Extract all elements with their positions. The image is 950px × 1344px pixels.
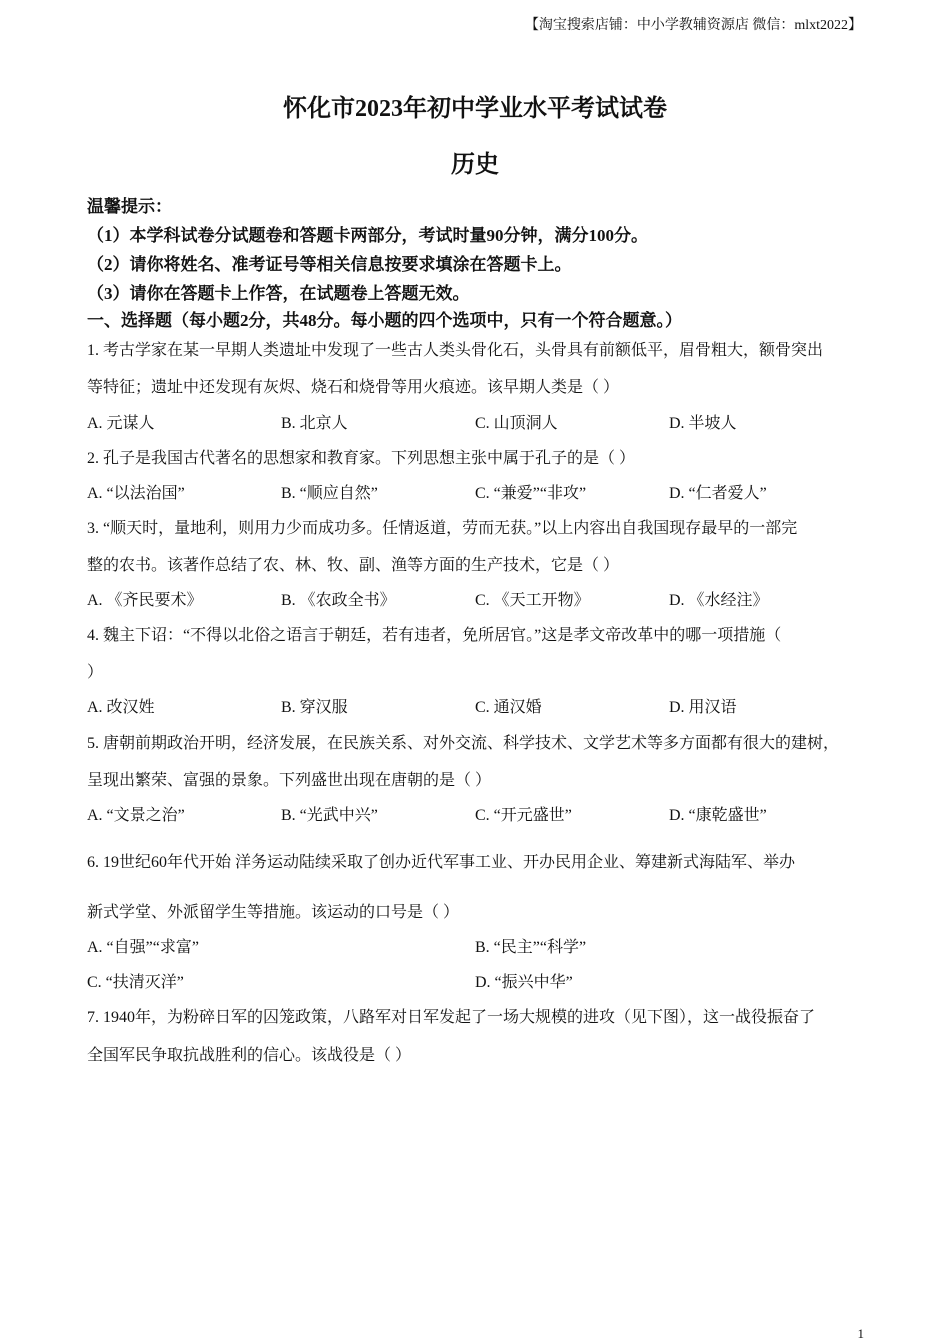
tip-item: （3）请你在答题卡上作答，在试题卷上答题无效。 (87, 284, 470, 303)
q5-option-b: B. “光武中兴” (281, 807, 378, 824)
tips-block (87, 192, 648, 308)
section-heading: 一、选择题（每小题2分，共48分。每小题的四个选项中，只有一个符合题意。） (87, 311, 682, 330)
q4-option-b: B. 穿汉服 (281, 699, 348, 716)
tip-item: （2）请你将姓名、准考证号等相关信息按要求填涂在答题卡上。 (87, 255, 572, 274)
q1-option-d: D. 半坡人 (669, 415, 737, 432)
question-2-line-1: 2. 孔子是我国古代著名的思想家和教育家。下列思想主张中属于孔子的是（ ） (87, 450, 636, 467)
q3-option-d: D. 《水经注》 (669, 592, 769, 609)
q6-option-c: C. “扶清灭洋” (87, 974, 184, 991)
question-4-line-2: ） (87, 664, 104, 681)
q1-option-a: A. 元谋人 (87, 415, 155, 432)
question-3-line-2: 整的农书。该著作总结了农、林、牧、副、渔等方面的生产技术，它是（ ） (87, 557, 620, 574)
q5-option-a: A. “文景之治” (87, 807, 185, 824)
q4-option-a: A. 改汉姓 (87, 699, 155, 716)
question-6-line-2: 新式学堂、外派留学生等措施。该运动的口号是（ ） (87, 904, 460, 921)
q6-option-b: B. “民主”“科学” (475, 939, 587, 956)
question-7-line-2: 全国军民争取抗战胜利的信心。该战役是（ ） (87, 1047, 412, 1064)
q6-option-a: A. “自强”“求富” (87, 939, 199, 956)
q1-option-b: B. 北京人 (281, 415, 348, 432)
q2-option-a: A. “以法治国” (87, 485, 185, 502)
tips-heading: 温馨提示： (87, 197, 172, 216)
q5-option-d: D. “康乾盛世” (669, 807, 767, 824)
page-number: 1 (857, 1326, 864, 1341)
q2-option-d: D. “仁者爱人” (669, 485, 767, 502)
subject-title: 历史 (451, 152, 499, 178)
q1-option-c: C. 山顶洞人 (475, 415, 558, 432)
q6-option-d: D. “振兴中华” (475, 974, 573, 991)
question-1-line-1: 1. 考古学家在某一早期人类遗址中发现了一些古人类头骨化石，头骨具有前额低平，眉骨粗大，额骨突出 (87, 342, 824, 359)
q3-option-a: A. 《齐民要术》 (87, 592, 203, 609)
question-4-line-1: 4. 魏主下诏：“不得以北俗之语言于朝廷，若有违者，免所居官。”这是孝文帝改革中的哪一项措施（ (87, 627, 782, 644)
question-5-line-1: 5. 唐朝前期政治开明，经济发展，在民族关系、对外交流、科学技术、文学艺术等多方面都有很大的建树， (87, 735, 840, 752)
question-5-line-2: 呈现出繁荣、富强的景象。下列盛世出现在唐朝的是（ ） (87, 772, 492, 789)
q2-option-c: C. “兼爱”“非攻” (475, 485, 587, 502)
q3-option-c: C. 《天工开物》 (475, 592, 590, 609)
header-note: 【淘宝搜索店铺：中小学教辅资源店 微信：mlxt2022】 (524, 18, 862, 33)
q2-option-b: B. “顺应自然” (281, 485, 378, 502)
question-7-line-1: 7. 1940年，为粉碎日军的囚笼政策，八路军对日军发起了一场大规模的进攻（见下图），这一战役振奋了 (87, 1009, 816, 1026)
q4-option-d: D. 用汉语 (669, 699, 737, 716)
question-1-line-2: 等特征；遗址中还发现有灰烬、烧石和烧骨等用火痕迹。该早期人类是（ ） (87, 379, 620, 396)
question-6-line-1: 6. 19世纪60年代开始 洋务运动陆续采取了创办近代军事工业、开办民用企业、筹建新式海陆军、举办 (87, 854, 796, 871)
question-3-line-1: 3. “顺天时，量地利，则用力少而成功多。任情返道，劳而无获。”以上内容出自我国现存最早的一部完 (87, 520, 798, 537)
tip-item: （1）本学科试卷分试题卷和答题卡两部分，考试时量90分钟，满分100分。 (87, 226, 648, 245)
q5-option-c: C. “开元盛世” (475, 807, 572, 824)
q3-option-b: B. 《农政全书》 (281, 592, 396, 609)
q4-option-c: C. 通汉婚 (475, 699, 542, 716)
exam-title: 怀化市2023年初中学业水平考试试卷 (283, 96, 667, 122)
